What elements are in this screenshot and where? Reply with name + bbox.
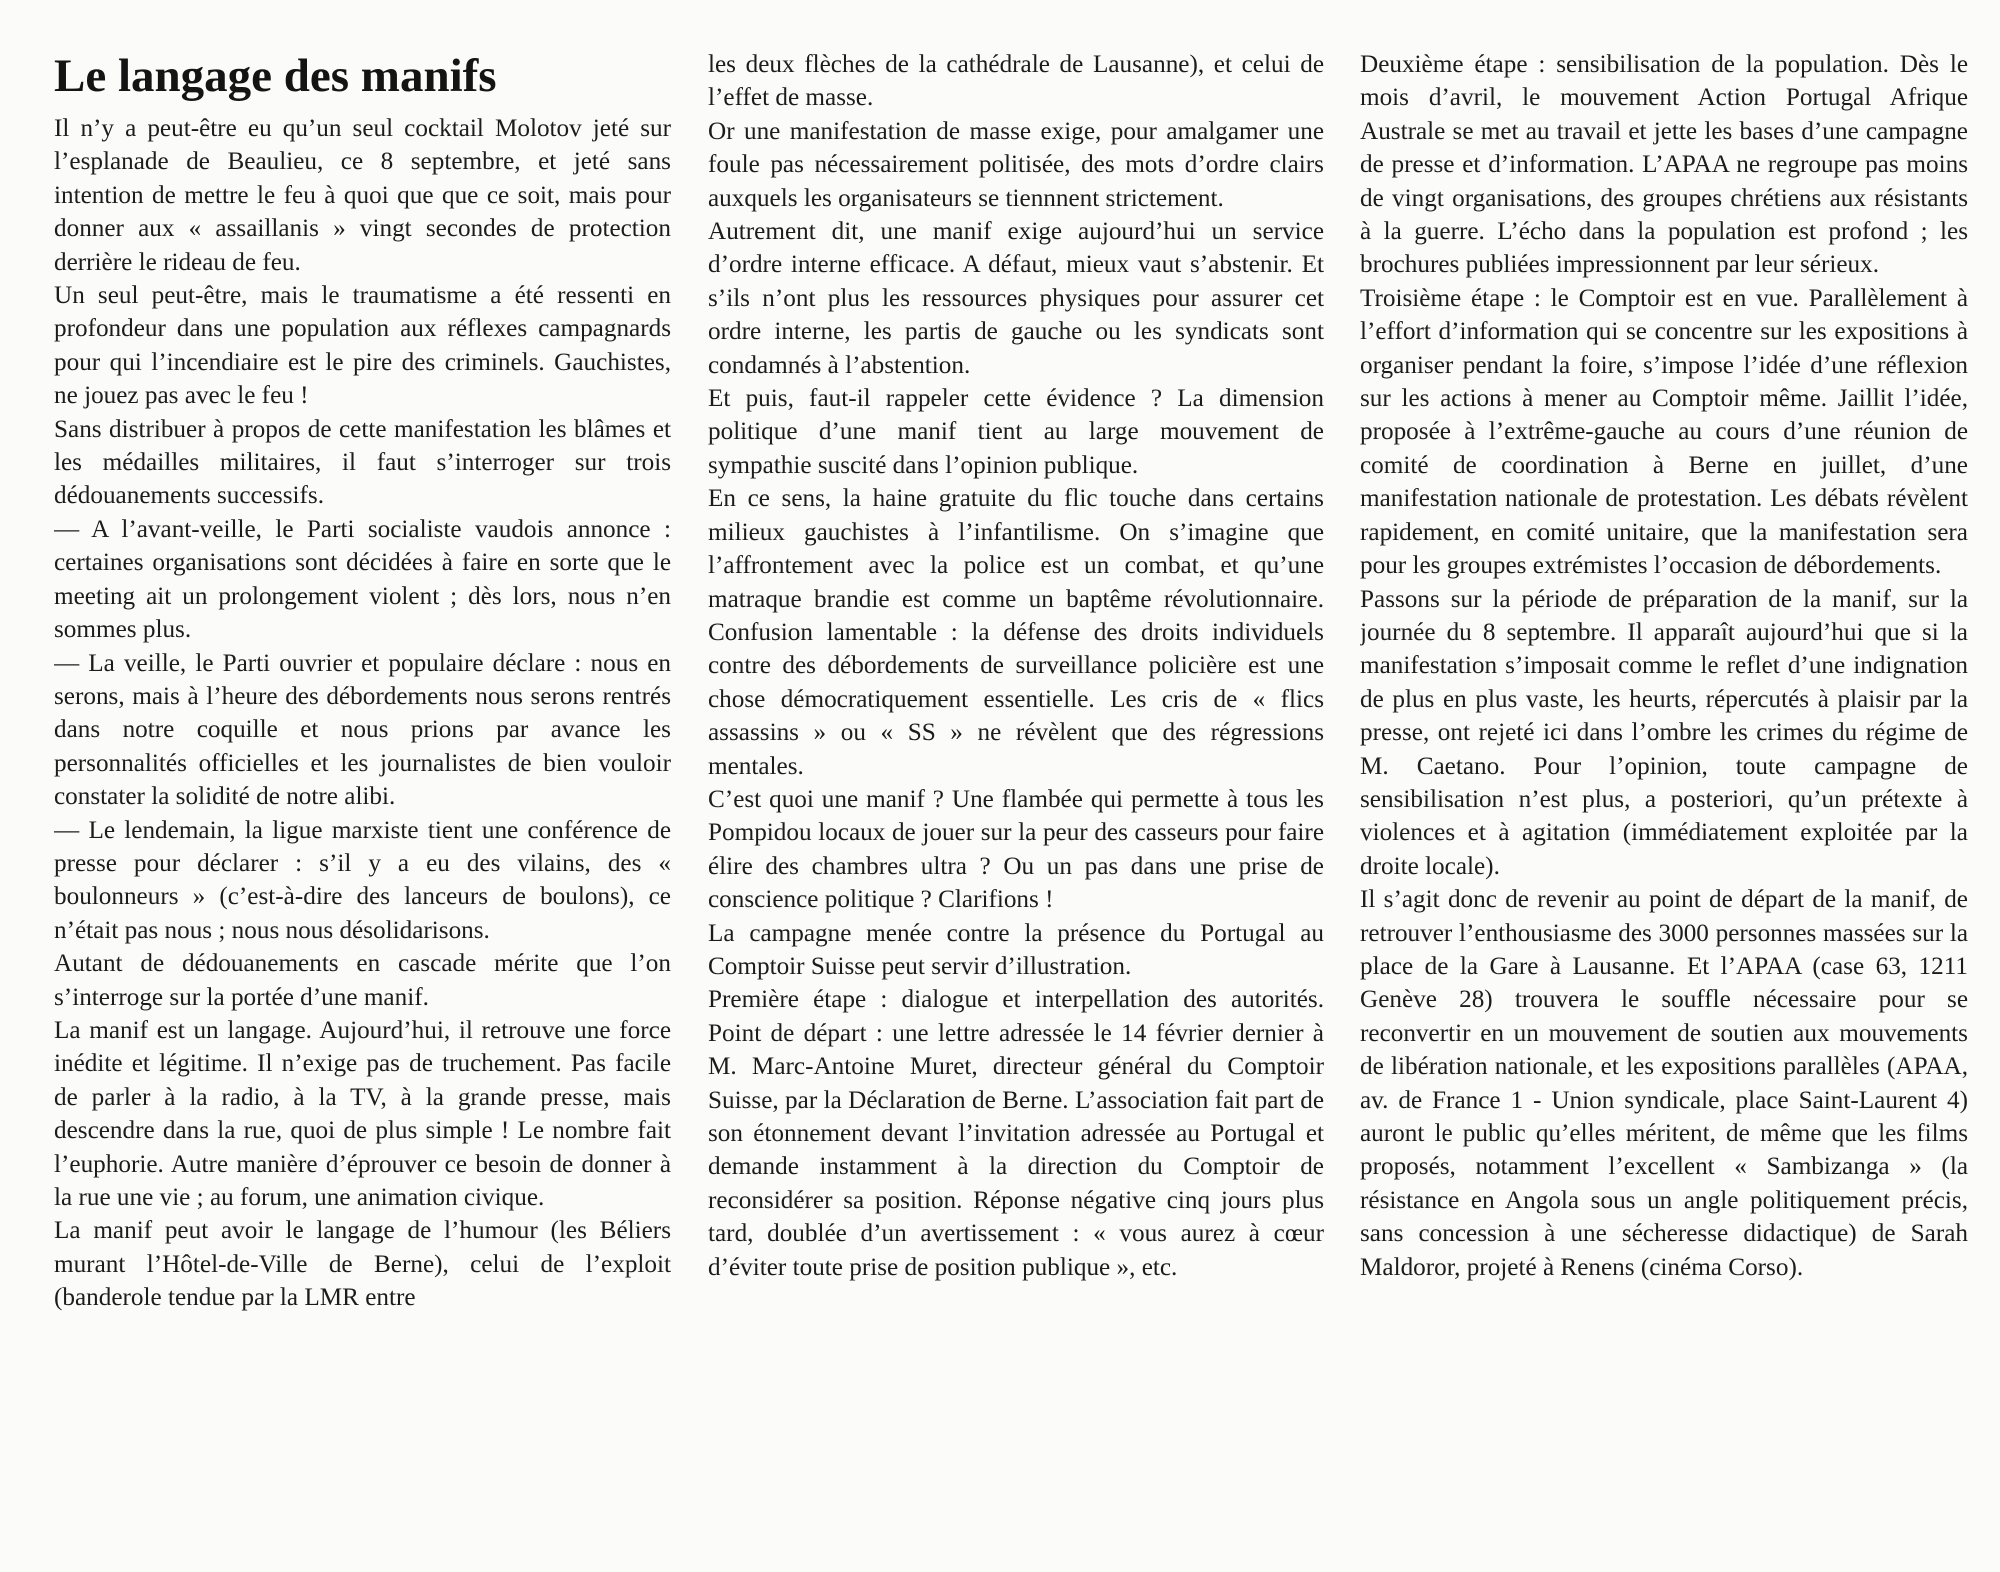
column-2 [708, 48, 1324, 1548]
paragraph: Deuxième étape : sensibilisation de la population. Dès le mois d’avril, le mouvement Action Portugal Afrique Australe se met au travail et jette les bases d’une campagne de presse et d’information. L’APAA ne regroupe pas moins de vingt organisations, des groupes chrétiens aux résistants à la guerre. L’écho dans la population est profond ; les brochures publiées impressionnent par leur sérieux. [1360, 51, 1968, 279]
paragraph: Première étape : dialogue et interpellation des autorités. Point de départ : une lettre adressée le 14 février dernier à M. Marc-Antoine Muret, directeur général du Comptoir Suisse, par la Déclaration de Berne. L’association fait part de son étonnement devant l’invitation adressée au Portugal et demande instamment à la direction du Comptoir de reconsidérer sa position. Réponse négative cinq jours plus tard, doublée d’un avertissement : « vous aurez à cœur d’éviter toute prise de position publique », etc. [708, 986, 1324, 1281]
paragraph: La campagne menée contre la présence du Portugal au Comptoir Suisse peut servir d’illustration. [708, 919, 1324, 980]
paragraph: La manif est un langage. Aujourd’hui, il retrouve une force inédite et légitime. Il n’exige pas de truchement. Pas facile de parler à la radio, à la TV, à la grande presse, mais descendre dans la rue, quoi de plus simple ! Le nombre fait l’euphorie. Autre manière d’éprouver ce besoin de donner à la rue une vie ; au forum, une animation civique. [54, 1016, 671, 1211]
paragraph: — Le lendemain, la ligue marxiste tient une conférence de presse pour déclarer : s’il y a eu des vilains, des « boulonneurs » (c’est-à-dire des lanceurs de boulons), ce n’était pas nous ; nous nous désolidarisons. [54, 816, 671, 944]
paragraph: Il n’y a peut-être eu qu’un seul cocktail Molotov jeté sur l’esplanade de Beaulieu, ce 8 septembre, et jeté sans intention de mettre le feu à quoi que que ce soit, mais pour donner aux « assaillanis » vingt secondes de protection derrière le rideau de feu. [54, 115, 671, 276]
column-3 [1360, 48, 1968, 1548]
paragraph: La manif peut avoir le langage de l’humour (les Béliers murant l’Hôtel-de-Ville de Berne), celui de l’exploit (banderole tendue par la LMR entre [54, 1217, 671, 1312]
article-headline: Le langage des manifs [54, 50, 497, 102]
paragraph: les deux flèches de la cathédrale de Lausanne), et celui de l’effet de masse. [708, 51, 1324, 112]
column-1 [54, 48, 671, 1548]
paragraph: Troisième étape : le Comptoir est en vue. Parallèlement à l’effort d’information qui se concentre sur les expositions à organiser pendant la foire, s’impose l’idée d’une réflexion sur les actions à mener au Comptoir même. Jaillit l’idée, proposée à l’extrême-gauche au cours d’une réunion de comité de coordination à Berne en juillet, d’une manifestation nationale de protestation. Les débats révèlent rapidement, en comité unitaire, que la manifestation sera pour les groupes extrémistes l’occasion de débordements. [1360, 284, 1968, 580]
paragraph: Un seul peut-être, mais le traumatisme a été ressenti en profondeur dans une population aux réflexes campagnards pour qui l’incendiaire est le pire des criminels. Gauchistes, ne jouez pas avec le feu ! [54, 282, 671, 410]
paragraph: Or une manifestation de masse exige, pour amalgamer une foule pas nécessairement politisée, des mots d’ordre clairs auxquels les organisateurs se tiennnent strictement. [708, 117, 1324, 212]
paragraph: Et puis, faut-il rappeler cette évidence ? La dimension politique d’une manif tient au large mouvement de sympathie suscité dans l’opinion publique. [708, 385, 1324, 479]
paragraph: C’est quoi une manif ? Une flambée qui permette à tous les Pompidou locaux de jouer sur la peur des casseurs pour faire élire des chambres ultra ? Ou un pas dans une prise de conscience politique ? Clarifions ! [708, 785, 1324, 914]
paragraph: Autant de dédouanements en cascade mérite que l’on s’interroge sur la portée d’une manif. [54, 950, 671, 1011]
paragraph: En ce sens, la haine gratuite du flic touche dans certains milieux gauchistes à l’infantilisme. On s’imagine que l’affrontement avec la police est un combat, et qu’une matraque brandie est comme un baptême révolutionnaire. Confusion lamentable : la défense des droits individuels contre des débordements de surveillance policière est une chose démocratiquement essentielle. Les cris de « flics assassins » ou « SS » ne révèlent que des régressions mentales. [708, 485, 1324, 780]
paragraph: Sans distribuer à propos de cette manifestation les blâmes et les médailles militaires, il faut s’interroger sur trois dédouanements successifs. [54, 415, 671, 510]
paragraph: Il s’agit donc de revenir au point de départ de la manif, de retrouver l’enthousiasme des 3000 personnes massées sur la place de la Gare à Lausanne. Et l’APAA (case 63, 1211 Genève 28) trouvera le souffle nécessaire pour se reconvertir en un mouvement de soutien aux mouvements de libération nationale, et les expositions parallèles (APAA, av. de France 1 - Union syndicale, place Saint-Laurent 4) auront le public qu’elles méritent, de même que les films proposés, notamment l’excellent « Sambizanga » (la résistance en Angola sous un angle politiquement précis, sans concession à une sécheresse didactique) de Sarah Maldoror, projeté à Renens (cinéma Corso). [1360, 886, 1968, 1281]
paragraph: Passons sur la période de préparation de la manif, sur la journée du 8 septembre. Il apparaît aujourd’hui que si la manifestation s’imposait comme le reflet d’une indignation de plus en plus vaste, les heurts, répercutés à plaisir par la presse, ont rejeté ici dans l’ombre les crimes du régime de M. Caetano. Pour l’opinion, toute campagne de sensibilisation n’est plus, a posteriori, qu’un prétexte à violences et à agitation (immédiatement exploitée par la droite locale). [1360, 585, 1968, 880]
paragraph: Autrement dit, une manif exige aujourd’hui un service d’ordre interne efficace. A défaut, mieux vaut s’abstenir. Et s’ils n’ont plus les ressources physiques pour assurer cet ordre interne, les partis de gauche ou les syndicats sont condamnés à l’abstention. [708, 218, 1324, 379]
paragraph: — A l’avant-veille, le Parti socialiste vaudois annonce : certaines organisations sont décidées à faire en sorte que le meeting ait un prolongement violent ; dès lors, nous n’en sommes plus. [54, 515, 671, 644]
paragraph: — La veille, le Parti ouvrier et populaire déclare : nous en serons, mais à l’heure des débordements nous serons rentrés dans notre coquille et nous prions par avance les personnalités officielles et les journalistes de bien vouloir constater la solidité de notre alibi. [54, 649, 671, 811]
